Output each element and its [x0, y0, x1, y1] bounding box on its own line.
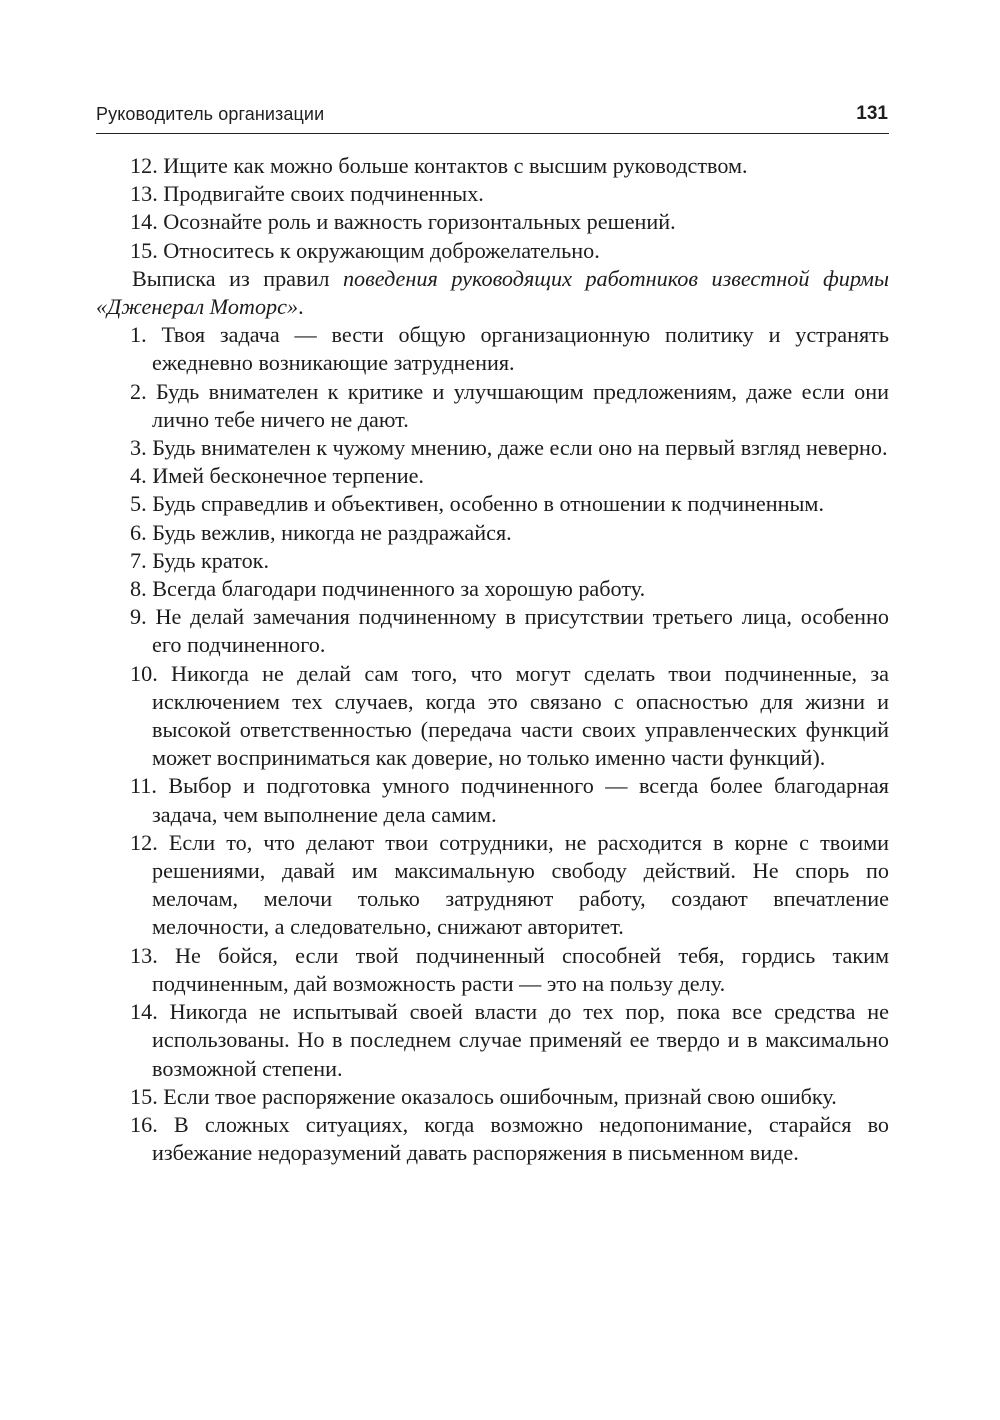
- rule-item: 5. Будь справедлив и объективен, особенно в отношении к подчиненным.: [130, 491, 824, 517]
- rule-item: 2. Будь внимателен к критике и улучшающим предложениям, даже если они лично тебе ничего не дают.: [130, 378, 889, 432]
- rule-item: 11. Выбор и подготовка умного подчиненного — всегда более благодарная задача, чем выполнение дела самим.: [130, 773, 889, 827]
- list-item: 12. Ищите как можно больше контактов с высшим руководством.: [130, 153, 748, 178]
- intro-plain-text: Выписка из правил: [132, 265, 343, 291]
- intro-end: .: [298, 294, 304, 320]
- rule-item: 12. Если то, что делают твои сотрудники, не расходится в корне с твоими решениями, давай им максимальную свободу действий. Не спорь по мелочам, мелочи только затрудняют работу, создают впечатление мелочности, а следовательно, снижают авторитет.: [130, 829, 889, 940]
- page-number: 131: [856, 103, 888, 124]
- rule-item: 16. В сложных ситуациях, когда возможно недопонимание, старайся во избежание недоразумений давать распоряжения в письменном виде.: [130, 1111, 889, 1166]
- rule-item: 14. Никогда не испытывай своей власти до тех пор, пока все средства не использованы. Но в последнем случае применяй ее твердо и в максимально возможной степени.: [130, 999, 889, 1081]
- rule-item: 15. Если твое распоряжение оказалось ошибочным, признай свою ошибку.: [130, 1083, 837, 1109]
- intro-italic-text: поведения руководящих работников известной фирмы «Дженерал Моторс»: [96, 265, 889, 320]
- rule-item: 13. Не бойся, если твой подчиненный способней тебя, гордись таким подчиненным, дай возможность расти — это на пользу делу.: [130, 942, 889, 996]
- list-item: 13. Продвигайте своих подчиненных.: [130, 181, 484, 207]
- list-item: 15. Относитесь к окружающим доброжелательно.: [130, 237, 600, 263]
- rule-item: 1. Твоя задача — вести общую организационную политику и устранять ежедневно возникающие затруднения.: [130, 322, 889, 376]
- list-item: 14. Осознайте роль и важность горизонтальных решений.: [130, 209, 676, 235]
- rule-item: 6. Будь вежлив, никогда не раздражайся.: [130, 519, 512, 545]
- running-header: [96, 103, 889, 134]
- rule-item: 4. Имей бесконечное терпение.: [130, 463, 424, 489]
- chapter-title: Руководитель организации: [96, 104, 325, 124]
- page-body: [96, 152, 889, 1167]
- intro-paragraph: [96, 265, 889, 321]
- rule-item: 7. Будь краток.: [130, 547, 269, 573]
- rule-item: 3. Будь внимателен к чужому мнению, даже если оно на первый взгляд неверно.: [130, 435, 888, 461]
- rule-item: 8. Всегда благодари подчиненного за хорошую работу.: [130, 576, 646, 602]
- rule-item: 10. Никогда не делай сам того, что могут сделать твои подчиненные, за исключением тех случаев, когда это связано с опасностью для жизни и высокой ответственностью (передача части своих управленческих функций может восприниматься как доверие, но только именно части функций).: [130, 660, 889, 771]
- rule-item: 9. Не делай замечания подчиненному в присутствии третьего лица, особенно его подчиненного.: [130, 604, 889, 658]
